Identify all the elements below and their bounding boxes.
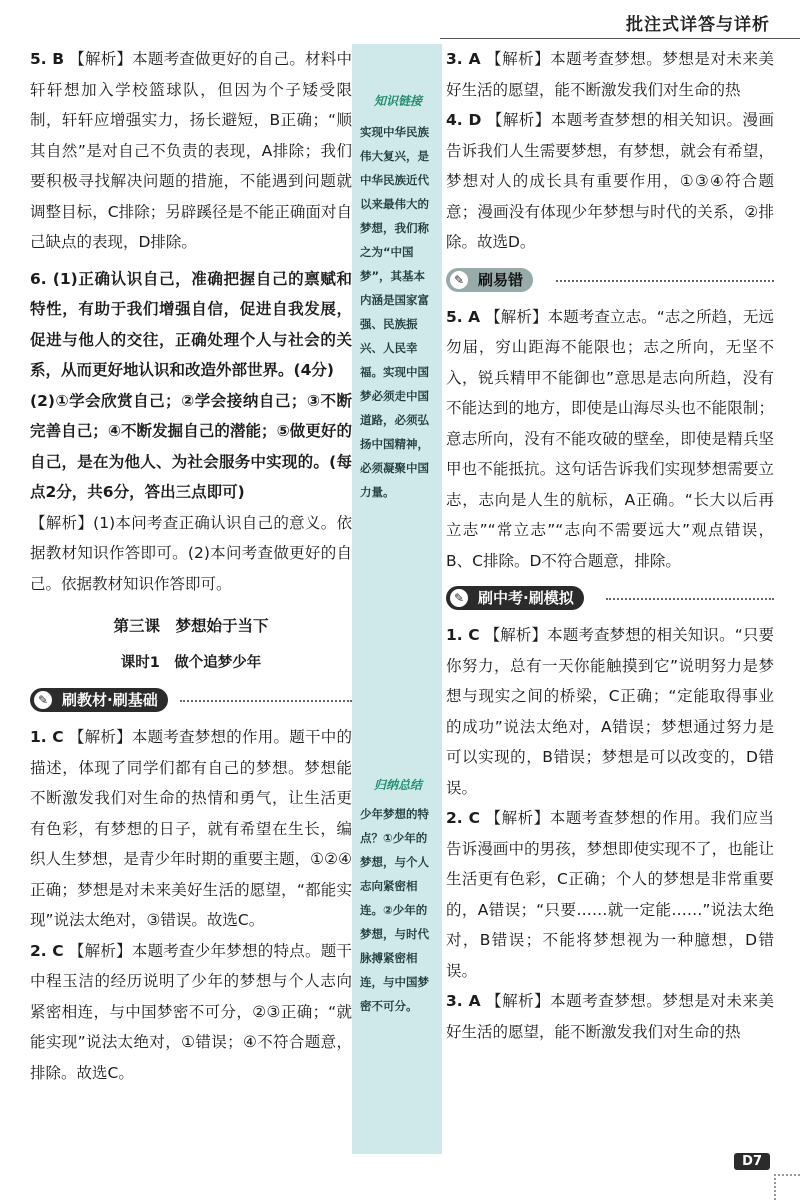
- question-analysis: 【解析】本题考查梦想。梦想是对未来美好生活的愿望，能不断激发我们对生命的热: [446, 992, 774, 1041]
- section-header: [30, 686, 352, 714]
- question-analysis: 【解析】本题考查梦想的作用。题干中的描述，体现了同学们都有自己的梦想。梦想能不断激发我们对生命的热情和勇气，让生活更有色彩，有梦想的日子，就有希望在生长，编织人生梦想，是青少年时期的重要主题，①②④正确；梦想是对未来美好生活的愿望，“都能实现”说法太绝对，③错误。故选C。: [30, 728, 352, 929]
- left-q6-part1: [30, 264, 352, 386]
- right-q4: [446, 105, 774, 258]
- right-q1: [446, 620, 774, 803]
- note-knowledge-link-title: 知识链接: [373, 94, 422, 108]
- section-dotted-line: [180, 700, 352, 702]
- header-rule: [440, 38, 800, 39]
- page-number: D7: [734, 1153, 770, 1170]
- section-label: 刷教材·刷基础: [62, 691, 158, 709]
- right-q2: [446, 803, 774, 986]
- question-analysis: 【解析】本题考查做更好的自己。材料中轩轩想加入学校篮球队，但因为个子矮受限制，轩轩应增强实力，扬长避短，B正确；“顺其自然”是对自己不负责的表现，A排除；我们要积极寻找解决问题的措施，不能遇到问题就调整目标，C排除；另辟蹊径是不能正确面对自己缺点的表现，D排除。: [30, 50, 352, 251]
- section-dotted-line: [606, 598, 774, 600]
- note-summary: 少年梦想的特点？①少年的梦想，与个人志向紧密相连。②少年的梦想，与时代脉搏紧密相连，与中国梦密不可分。: [360, 807, 429, 1013]
- question-number: 3. A: [446, 992, 481, 1010]
- left-q6-part2: (2)①学会欣赏自己；②学会接纳自己；③不断完善自己；④不断发掘自己的潜能；⑤做更好的自己，是在为他人、为社会服务中实现的。(每点2分，共6分，答出三点即可): [30, 391, 352, 501]
- question-number: 5. B: [30, 50, 65, 68]
- section-header: [446, 266, 774, 294]
- left-q5: [30, 44, 352, 258]
- question-number: 6.: [30, 269, 47, 288]
- section-badge: [446, 586, 584, 610]
- question-analysis: 【解析】本题考查少年梦想的特点。题干中程玉洁的经历说明了少年的梦想与个人志向紧密相连，与中国梦密不可分，②③正确；“就能实现”说法太绝对，①错误；④不符合题意，排除。故选C。: [30, 941, 352, 1082]
- left-q2: [30, 936, 352, 1089]
- period-title: 课时1 做个追梦少年: [120, 654, 262, 671]
- section-label: 刷中考·刷模拟: [478, 589, 574, 607]
- note-knowledge-link: 实现中华民族伟大复兴，是中华民族近代以来最伟大的梦想，我们称之为“中国梦”，其基本内涵是国家富强、民族振兴、人民幸福。实现中国梦必须走中国道路，必须弘扬中国精神，必须凝聚中国力量。: [360, 125, 429, 499]
- section-badge: [30, 688, 168, 712]
- brush-icon: ✎: [450, 589, 468, 607]
- question-analysis: 【解析】本题考查梦想的相关知识。漫画告诉我们人生需要梦想，有梦想，就会有希望，梦想对人的成长具有重要作用，①③④符合题意；漫画没有体现少年梦想与时代的关系，②排除。故选D。: [446, 111, 774, 251]
- left-q6-analysis: 【解析】(1)本问考查正确认识自己的意义。依据教材知识作答即可。(2)本问考查做更好的自己。依据教材知识作答即可。: [30, 513, 352, 593]
- section-badge: [446, 268, 533, 292]
- right-q3b: [446, 986, 774, 1047]
- left-column: [30, 44, 352, 1088]
- note-summary-title: 归纳总结: [373, 778, 422, 792]
- right-column: [446, 44, 774, 1047]
- question-analysis: 【解析】本题考查梦想的作用。我们应当告诉漫画中的男孩，梦想即使实现不了，也能让生活更有色彩，C正确；个人的梦想是非常重要的，A错误；“只要……就一定能……”说法太绝对，B错误；不能将梦想视为一种臆想，D错误。: [446, 809, 774, 980]
- right-q3: [446, 44, 774, 105]
- question-number: 4. D: [446, 111, 482, 129]
- answer-text: (1)正确认识自己，准确把握自己的禀赋和特性，有助于我们增强自信，促进自我发展，促进与他人的交往，正确处理个人与社会的关系，从而更好地认识和改造外部世界。(4分): [30, 269, 352, 379]
- left-q1: [30, 722, 352, 936]
- page-corner-mark: [774, 1174, 800, 1200]
- question-number: 2. C: [30, 941, 64, 960]
- brush-icon: ✎: [34, 691, 52, 709]
- question-number: 1. C: [446, 626, 480, 644]
- page-header-title: 批注式详答与详析: [626, 15, 770, 35]
- brush-icon: ✎: [450, 271, 468, 289]
- question-number: 1. C: [30, 728, 64, 746]
- section-header: [446, 584, 774, 612]
- right-q5: [446, 302, 774, 577]
- question-number: 2. C: [446, 809, 481, 827]
- lesson-title: 第三课 梦想始于当下: [113, 617, 269, 635]
- section-label: 刷易错: [478, 270, 524, 289]
- question-analysis: 【解析】本题考查梦想的相关知识。“只要你努力，总有一天你能触摸到它”说明努力是梦想与现实之间的桥梁，C正确；“定能取得事业的成功”说法太绝对，A错误；梦想通过努力是可以实现的，B错误；梦想是可以改变的，D错误。: [446, 626, 774, 797]
- question-analysis: 【解析】本题考查梦想。梦想是对未来美好生活的愿望，能不断激发我们对生命的热: [446, 50, 774, 99]
- question-number: 3. A: [446, 50, 481, 68]
- question-analysis: 【解析】本题考查立志。“志之所趋，无远勿届，穷山距海不能限也；志之所向，无坚不入，锐兵精甲不能御也”意思是志向所趋，没有不能达到的地方，即使是山海尽头也不能限制；意志所向，没有不能攻破的壁垒，即使是精兵坚甲也不能抵抗。这句话告诉我们实现梦想需要立志，志向是人生的航标，A正确。“长大以后再立志”“常立志”“志向不需要远大”观点错误，B、C排除。D不符合题意，排除。: [446, 307, 774, 570]
- section-dotted-line: [556, 280, 774, 282]
- question-number: 5. A: [446, 307, 481, 326]
